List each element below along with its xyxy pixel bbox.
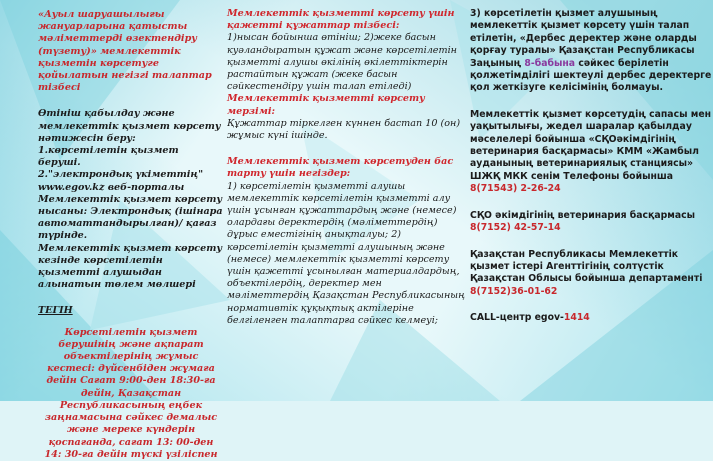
callcenter-number[interactable]: 1414	[563, 312, 590, 324]
documents-list: 1)нысан бойынша өтініш; 2)жеке басын куәландыратын құжат және көрсетілетін қызметті алушы өкілінің өкілеттіктерін растайтын құжат (жеке басын сәйкестендіру үшін талап етіледі)	[227, 32, 457, 93]
service-fee: Мемлекеттік қызмет көрсету кезінде көрсетілетін қызметті алушыдан алынатын төлем мөлшері	[38, 242, 223, 291]
right-column	[470, 0, 713, 401]
service-title: «Ауыл шаруашылығы жануарларына қатысты мәліметтерді өзектендіру (түзету)» мемлекеттік қызметін көрсетуге қойылатын негізгі талаптар тізбесі	[38, 9, 212, 94]
callcenter-line: CALL-центр egov-1414	[470, 312, 590, 324]
deadline-text: Құжаттар тіркелген күннен бастап 10 (он) жұмыс күні ішінде.	[227, 117, 461, 142]
service-form: Мемлекеттік қызмет көрсету нысаны: Электрондық (ішінара автоматтандырылған)/ қағаз түрінде.	[38, 193, 223, 242]
phone-1-line	[470, 183, 713, 195]
service-provider: 1.көрсетілетін қызмет беруші.	[38, 145, 179, 169]
agency: Қазақстан Республикасы Мемлекеттік қызмет істері Агенттігінің солтүстік Қазақстан Облысы бойынша департаменті	[470, 248, 703, 285]
refusal-item-3: 3) көрсетілетін қызмет алушының мемлекеттік қызмет көрсету үшін талап етілетін, «Дербес деректер және оларды қорғау туралы» Қазақстан Республикасы Заңының 8-бабына сәйкес берілетін қолжетімділігі шектеулі дербес деректерге қол жеткізуге келісімінің болмауы.	[470, 8, 712, 94]
service-portal: 2."электрондық үкіметтің" www.egov.kz веб-порталы	[38, 169, 204, 193]
middle-column	[227, 0, 467, 401]
refusal-heading: Мемлекеттік қызмет көрсетуден бас тарту үшін негіздер:	[227, 156, 454, 180]
deadline-heading: Мемлекеттік қызметті көрсету мерзімі:	[227, 93, 425, 117]
service-info-heading: Өтініш қабылдау және мемлекеттік қызмет көрсету нәтижесін беру:	[38, 108, 221, 144]
free-label: ТЕГІН	[38, 305, 73, 317]
phone-2[interactable]: 8(7152) 42-57-14	[470, 222, 561, 234]
phone-1[interactable]: 8(71543) 2-26-24	[470, 183, 561, 195]
vet-org: СҚО әкімдігінің ветеринария басқармасы	[470, 209, 696, 221]
documents-heading: Мемлекеттік қызметті көрсету үшін қажетті құжаттар тізбесі:	[227, 8, 455, 32]
refusal-text: 1) көрсетілетін қызметті алушы мемлекеттік көрсетілетін қызметті алу үшін ұсынған құжаттардың және (немесе) олардағы деректердің (мәліметтердің) дұрыс еместігінің анықталуы; 2) көрсетілетін қызметті алушының және (немесе) мемлекеттік қызметті көрсету үшін қажетті ұсынылған материалдардың, объектілердің, деректер мен мәліметтердің Қазақстан Республикасының нормативтік құқықтық актілеріне белгіленген талаптарға сәйкес келмеуі;	[227, 180, 465, 326]
complaints-text: Мемлекеттік қызмет көрсетудің сапасы мен уақытылығы, жедел шаралар қабылдау мәселелері бойынша «СҚОәкімдігінің ветеринария басқармасы» КММ «Жамбыл ауданының ветеринариялық станциясы» ШЖҚ МКК сенім Телефоны бойынша	[470, 108, 712, 182]
left-column	[38, 0, 224, 460]
phone-3[interactable]: 8(7152)36-01-62	[470, 285, 558, 297]
schedule-text: Көрсетілетін қызмет берушінің және ақпарат объектілерінің жұмыс кестесі: дүйсенбіден жұмаға дейін Сағат 9:00-ден 18:30-ға дейін, Қазақстан Республикасының еңбек заңнамасына сәйкес демалыс және мереке күндерін қоспағанда, сағат 13: 00-ден 14: 30-ға дейін түскі үзіліспен	[44, 326, 218, 460]
